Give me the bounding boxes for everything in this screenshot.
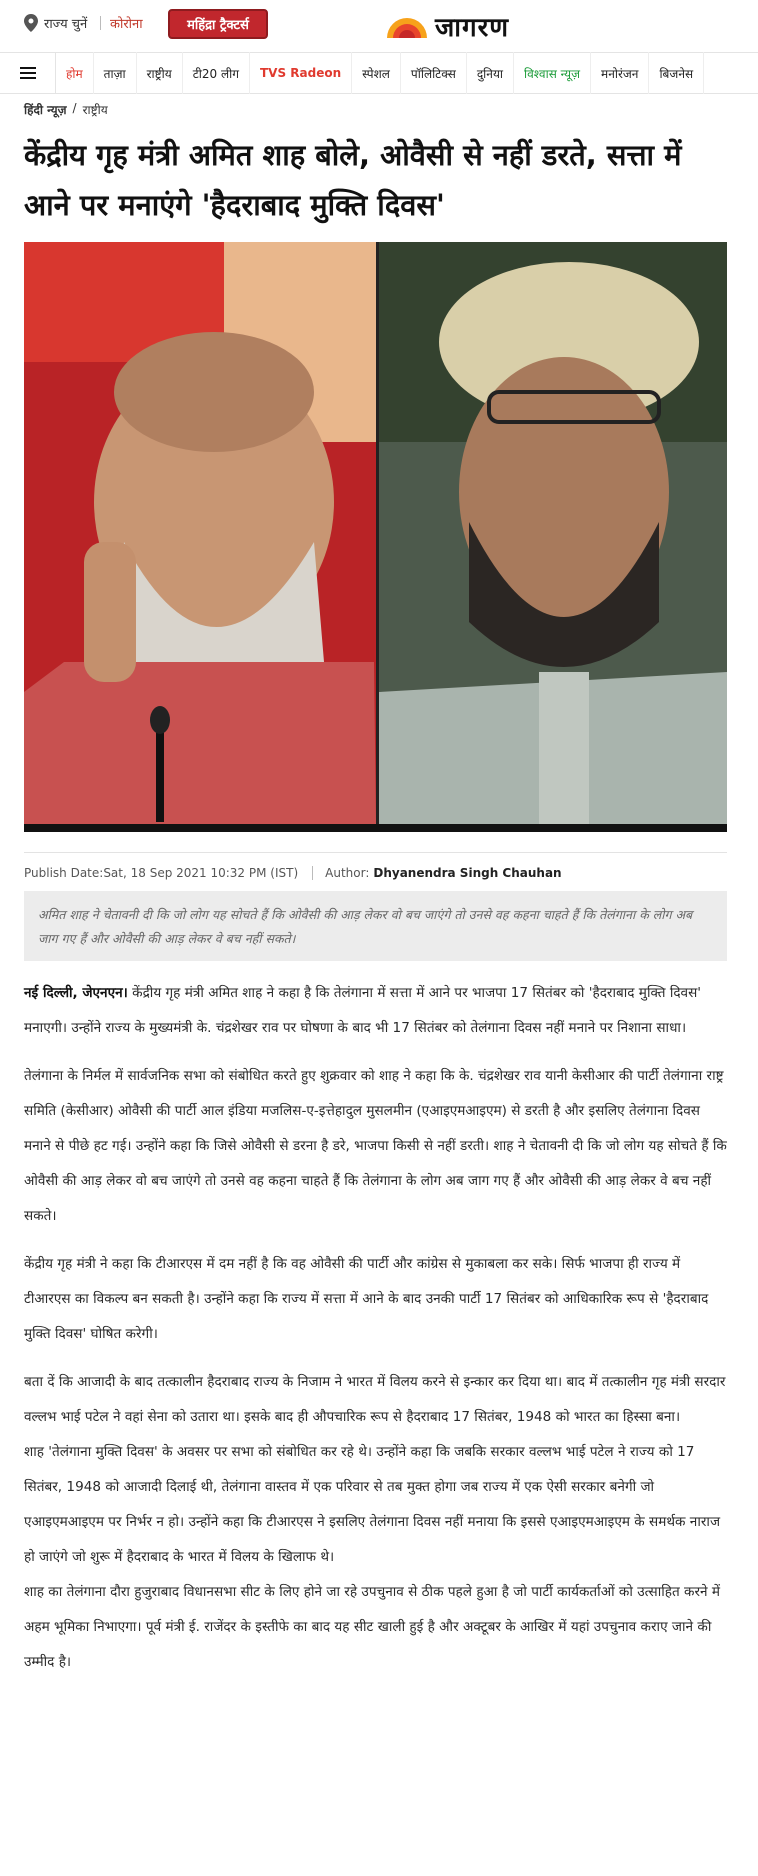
nav-item-business[interactable]: बिजनेस bbox=[649, 52, 704, 94]
portrait-illustration-right bbox=[379, 242, 727, 824]
nav-item-t20-league[interactable]: टी20 लीग bbox=[183, 52, 250, 94]
article-meta bbox=[24, 852, 727, 892]
hero-photo-right bbox=[379, 242, 727, 824]
nav-item-politics[interactable]: पॉलिटिक्स bbox=[401, 52, 467, 94]
nav-item-home[interactable]: होम bbox=[56, 52, 94, 94]
article-paragraph: बता दें कि आजादी के बाद तत्कालीन हैदराबाद राज्य के निजाम ने भारत में विलय करने से इन्कार कर दिया था। बाद में तत्कालीन गृह मंत्री सरदार वल्लभ भाई पटेल ने वहां सेना को उतारा था। इसके बाद ही औपचारिक रूप से हैदराबाद 17 सितंबर, 1948 को भारत का हिस्सा बना। bbox=[24, 1374, 726, 1425]
portrait-illustration-left bbox=[24, 242, 376, 824]
nav-item-tvs-radeon[interactable]: TVS Radeon bbox=[250, 52, 352, 94]
breadcrumb-home[interactable]: हिंदी न्यूज़ bbox=[24, 103, 67, 117]
header-divider bbox=[100, 16, 101, 30]
article-title: केंद्रीय गृह मंत्री अमित शाह बोले, ओवैसी से नहीं डरते, सत्ता में आने पर मनाएंगे 'हैदराबाद मुक्ति दिवस' bbox=[24, 138, 682, 222]
article-body bbox=[24, 976, 728, 1693]
breadcrumb bbox=[24, 101, 108, 118]
hero-bottom-strip bbox=[24, 824, 727, 832]
hero-photo-left bbox=[24, 242, 376, 824]
article-paragraph: शाह 'तेलंगाना मुक्ति दिवस' के अवसर पर सभा को संबोधित कर रहे थे। उन्होंने कहा कि जबकि सरकार वल्लभ भाई पटेल ने राज्य को 17 सितंबर, 1948 को आजादी दिलाई थी, तेलंगाना वास्तव में एक परिवार से तब मुक्त होगा जब राज्य में एक ऐसी सरकार बनेगी जो एआइएमआइएम पर निर्भर न हो। उन्होंने कहा कि टीआरएस ने इसलिए तेलंगाना दिवस नहीं मनाया कि इससे एआइएमआइएम के समर्थक नाराज हो जाएंगे जो शुरू में हैदराबाद के भारत में विलय के खिलाफ थे। bbox=[24, 1444, 721, 1565]
location-pin-icon bbox=[24, 14, 38, 32]
state-selector[interactable] bbox=[24, 14, 87, 32]
promo-button[interactable]: महिंद्रा ट्रैक्टर्स bbox=[168, 9, 268, 39]
state-selector-label: राज्य चुनें bbox=[44, 17, 88, 32]
nav-item-latest[interactable]: ताज़ा bbox=[94, 52, 137, 94]
dateline: नई दिल्ली, जेएनएन। bbox=[24, 985, 128, 1001]
article-paragraph bbox=[24, 976, 728, 1046]
author-label: Author: bbox=[312, 866, 369, 880]
corona-link[interactable]: कोरोना bbox=[110, 17, 143, 32]
article-paragraph: तेलंगाना के निर्मल में सार्वजनिक सभा को संबोधित करते हुए शुक्रवार को शाह ने कहा कि के. चंद्रशेखर राव यानी केसीआर की पार्टी तेलंगाना राष्ट्र समिति (केसीआर) ओवैसी की पार्टी आल इंडिया मजलिस-ए-इत्तेहादुल मुसलमीन (एआइएमआइएम) से डरती है और इसलिए तेलंगाना दिवस मनाने से पीछे हट गई। उन्होंने कहा कि जिसे ओवैसी से डरना है डरे, भाजपा किसी से नहीं डरती। शाह ने चेतावनी दी कि जो लोग यह सोचते हैं कि ओवैसी की आड़ लेकर वो बच जाएंगे तो उनसे वह कहना चाहते हैं कि तेलंगाना के लोग अब जाग गए हैं और ओवैसी की आड़ लेकर वे बच नहीं सकते। bbox=[24, 1068, 727, 1224]
article-hero-image bbox=[24, 242, 727, 832]
breadcrumb-separator: / bbox=[72, 101, 77, 115]
nav-item-entertainment[interactable]: मनोरंजन bbox=[591, 52, 649, 94]
article-summary: अमित शाह ने चेतावनी दी कि जो लोग यह सोचते हैं कि ओवैसी की आड़ लेकर वो बच जाएंगे तो उनसे वह कहना चाहते हैं कि तेलंगाना के लोग अब जाग गए हैं और ओवैसी की आड़ लेकर वे बच नहीं सकते। bbox=[24, 891, 727, 961]
article-paragraph: केंद्रीय गृह मंत्री ने कहा कि टीआरएस में दम नहीं है कि वह ओवैसी की पार्टी और कांग्रेस से मुकाबला कर सके। सिर्फ भाजपा ही राज्य में टीआरएस का विकल्प बन सकती है। उन्होंने कहा कि राज्य में सत्ता में आने के बाद उनकी पार्टी 17 सितंबर को आधिकारिक रूप से 'हैदराबाद मुक्ति दिवस' घोषित करेगी। bbox=[24, 1256, 709, 1342]
publish-date: Publish Date:Sat, 18 Sep 2021 10:32 PM (IST) bbox=[24, 865, 299, 880]
jagran-logo[interactable] bbox=[385, 8, 509, 44]
paragraph-text: केंद्रीय गृह मंत्री अमित शाह ने कहा है कि तेलंगाना में सत्ता में आने पर भाजपा 17 सितंबर को 'हैदराबाद मुक्ति दिवस' मनाएगी। उन्होंने राज्य के मुख्यमंत्री के. चंद्रशेखर राव पर घोषणा के बाद भी 17 सितंबर को तेलंगाना दिवस नहीं मनाने पर निशाना साधा। bbox=[24, 985, 702, 1036]
rising-sun-icon bbox=[385, 14, 429, 38]
hamburger-menu-icon[interactable] bbox=[0, 52, 56, 94]
logo-text: जागरण bbox=[435, 13, 510, 43]
breadcrumb-section[interactable]: राष्ट्रीय bbox=[82, 103, 108, 117]
main-nav bbox=[0, 52, 758, 94]
nav-item-national[interactable]: राष्ट्रीय bbox=[137, 52, 183, 94]
nav-item-special[interactable]: स्पेशल bbox=[352, 52, 401, 94]
site-header bbox=[0, 0, 758, 50]
article-paragraph: शाह का तेलंगाना दौरा हुजुराबाद विधानसभा सीट के लिए होने जा रहे उपचुनाव से ठीक पहले हुआ है जो पार्टी कार्यकर्ताओं को उत्साहित करने में अहम भूमिका निभाएगा। पूर्व मंत्री ई. राजेंदर के इस्तीफे का बाद यह सीट खाली हुई है और अक्टूबर के आखिर में यहां उपचुनाव कराए जाने की उम्मीद है। bbox=[24, 1584, 721, 1670]
nav-item-vishvas-news[interactable]: विश्वास न्यूज़ bbox=[514, 52, 591, 94]
nav-item-world[interactable]: दुनिया bbox=[467, 52, 514, 94]
author-name[interactable]: Dhyanendra Singh Chauhan bbox=[373, 865, 562, 880]
